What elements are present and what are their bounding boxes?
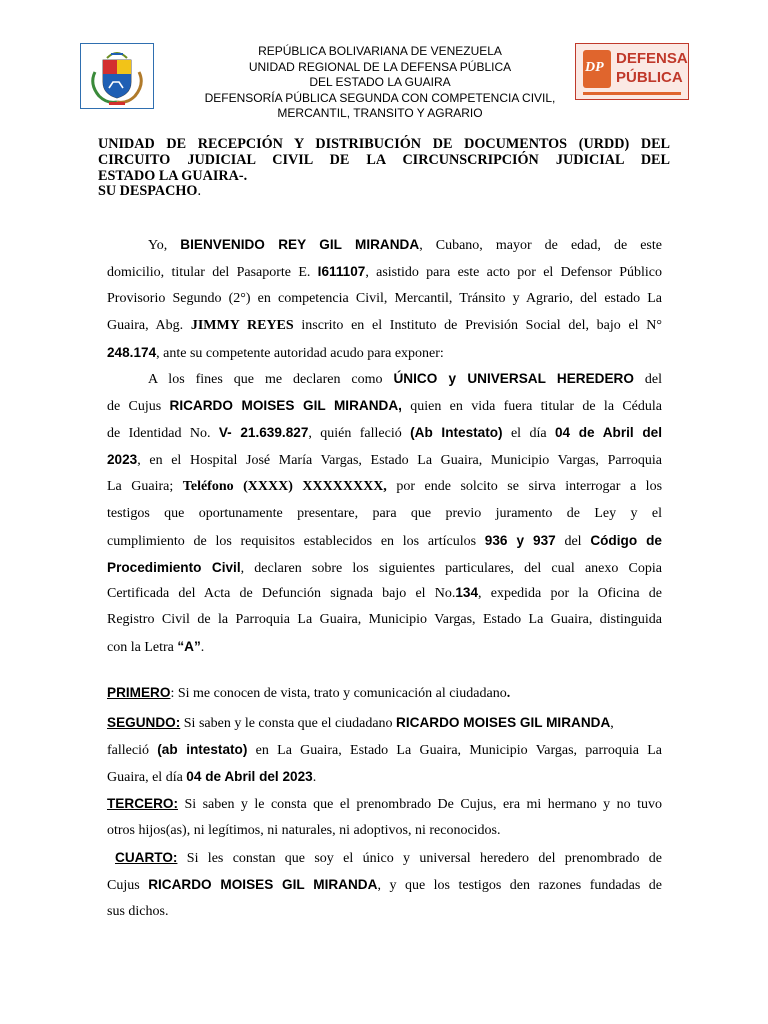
venezuela-coat-of-arms-icon [80, 43, 154, 109]
item-cuarto-line: sus dichos. [107, 904, 169, 919]
p2-line: con la Letra “A”. [107, 639, 205, 655]
header-line: MERCANTIL, TRANSITO Y AGRARIO [277, 106, 483, 120]
header-institution [180, 44, 580, 122]
dp-initials: DP [585, 60, 604, 75]
item-cuarto-line: Cujus RICARDO MOISES GIL MIRANDA, y que los testigos den razones fundadas de [107, 877, 662, 893]
item-label: CUARTO: [115, 850, 178, 865]
p1-line: Guaira, Abg. JIMMY REYES inscrito en el Instituto de Previsión Social del, bajo el N° [107, 318, 662, 333]
dp-logo-line2: PÚBLICA [616, 69, 683, 86]
passport-number: I611107 [317, 264, 366, 279]
su-despacho: SU DESPACHO. [98, 183, 202, 200]
header-line: DEL ESTADO LA GUAIRA [309, 75, 451, 89]
p1-line: 248.174, ante su competente autoridad acudo para exponer: [107, 345, 444, 361]
addressee-line: CIRCUITO JUDICIAL CIVIL DE LA CIRCUNSCRIPCIÓN JUDICIAL DEL [98, 151, 670, 168]
header-line: DEFENSORÍA PÚBLICA SEGUNDA CON COMPETENCIA CIVIL, [204, 90, 556, 105]
act-number: 134 [455, 585, 479, 600]
p2-line: de Cujus RICARDO MOISES GIL MIRANDA, quien en vida fuera titular de la Cédula [107, 398, 662, 414]
item-label: TERCERO: [107, 796, 178, 811]
articles: 936 y 937 [484, 533, 556, 548]
p2-line: cumplimiento de los requisitos establecidos en los artículos 936 y 937 del Código de [107, 533, 662, 549]
item-tercero: TERCERO: Si saben y le consta que el prenombrado De Cujus, era mi hermano y no tuvo [107, 796, 662, 812]
defensa-publica-logo [575, 43, 689, 100]
item-tercero-line: otros hijos(as), ni legítimos, ni naturales, ni adoptivos, ni reconocidos. [107, 823, 501, 838]
p2-line: 2023, en el Hospital José María Vargas, Estado La Guaira, Municipio Vargas, Parroquia [107, 452, 662, 468]
heir-title: ÚNICO y UNIVERSAL HEREDERO [393, 371, 634, 386]
ipsa-number: 248.174 [107, 345, 157, 360]
dp-emblem-icon [583, 50, 611, 88]
p2-line: testigos que oportunamente presentare, para que previo juramento de Ley y el [107, 506, 662, 521]
item-segundo-line: falleció (ab intestato) en La Guaira, Estado La Guaira, Municipio Vargas, parroquia La [107, 742, 662, 758]
dp-logo-bar [583, 92, 681, 95]
letter-a: “A” [177, 639, 201, 654]
p2-line: Procedimiento Civil, declaren sobre los siguientes particulares, del cual anexo Copia [107, 560, 663, 576]
item-cuarto: CUARTO: Si les constan que soy el único y universal heredero del prenombrado de [115, 850, 662, 866]
addressee-line: ESTADO LA GUAIRA-. [98, 167, 248, 184]
lawyer-name: JIMMY REYES [190, 318, 294, 333]
header-line: REPÚBLICA BOLIVARIANA DE VENEZUELA [258, 44, 502, 58]
addressee-block [98, 137, 670, 200]
p2-line: Certificada del Acta de Defunción signada bajo el No.134, expedida por la Oficina de [107, 585, 662, 601]
applicant-name: BIENVENIDO REY GIL MIRANDA [180, 237, 420, 252]
header-line: UNIDAD REGIONAL DE LA DEFENSA PÚBLICA [248, 59, 512, 74]
id-number: V- 21.639.827 [218, 425, 309, 440]
dp-logo-line1: DEFENSA [616, 50, 688, 67]
addressee-line: UNIDAD DE RECEPCIÓN Y DISTRIBUCIÓN DE DOCUMENTOS (URDD) DEL [98, 136, 670, 152]
item-label: SEGUNDO: [107, 715, 181, 730]
phone-number: Teléfono (XXXX) XXXXXXXX, [182, 479, 387, 494]
p1-line: Yo, BIENVENIDO REY GIL MIRANDA, Cubano, mayor de edad, de este [148, 237, 662, 253]
item-primero: PRIMERO: Si me conocen de vista, trato y comunicación al ciudadano. [107, 685, 511, 701]
deceased-name: RICARDO MOISES GIL MIRANDA, [169, 398, 402, 413]
p2-line: La Guaira; Teléfono (XXXX) XXXXXXXX, por ende solcito se sirva interrogar a los [107, 479, 663, 494]
p1-line: Provisorio Segundo (2°) en competencia Civil, Mercantil, Tránsito y Agrario, del estado La [107, 291, 662, 306]
p2-line: de Identidad No. V- 21.639.827, quién falleció (Ab Intestato) el día 04 de Abril del [107, 425, 663, 441]
item-segundo-line: Guaira, el día 04 de Abril del 2023. [107, 769, 317, 785]
p2-line: Registro Civil de la Parroquia La Guaira, Municipio Vargas, Estado La Guaira, distinguida [107, 612, 662, 627]
item-label: PRIMERO [107, 685, 171, 700]
p1-line: domicilio, titular del Pasaporte E. I611107, asistido para este acto por el Defensor Público [107, 264, 662, 280]
p2-line: A los fines que me declaren como ÚNICO y UNIVERSAL HEREDERO del [148, 371, 662, 387]
item-segundo: SEGUNDO: Si saben y le consta que el ciudadano RICARDO MOISES GIL MIRANDA, [107, 715, 614, 731]
